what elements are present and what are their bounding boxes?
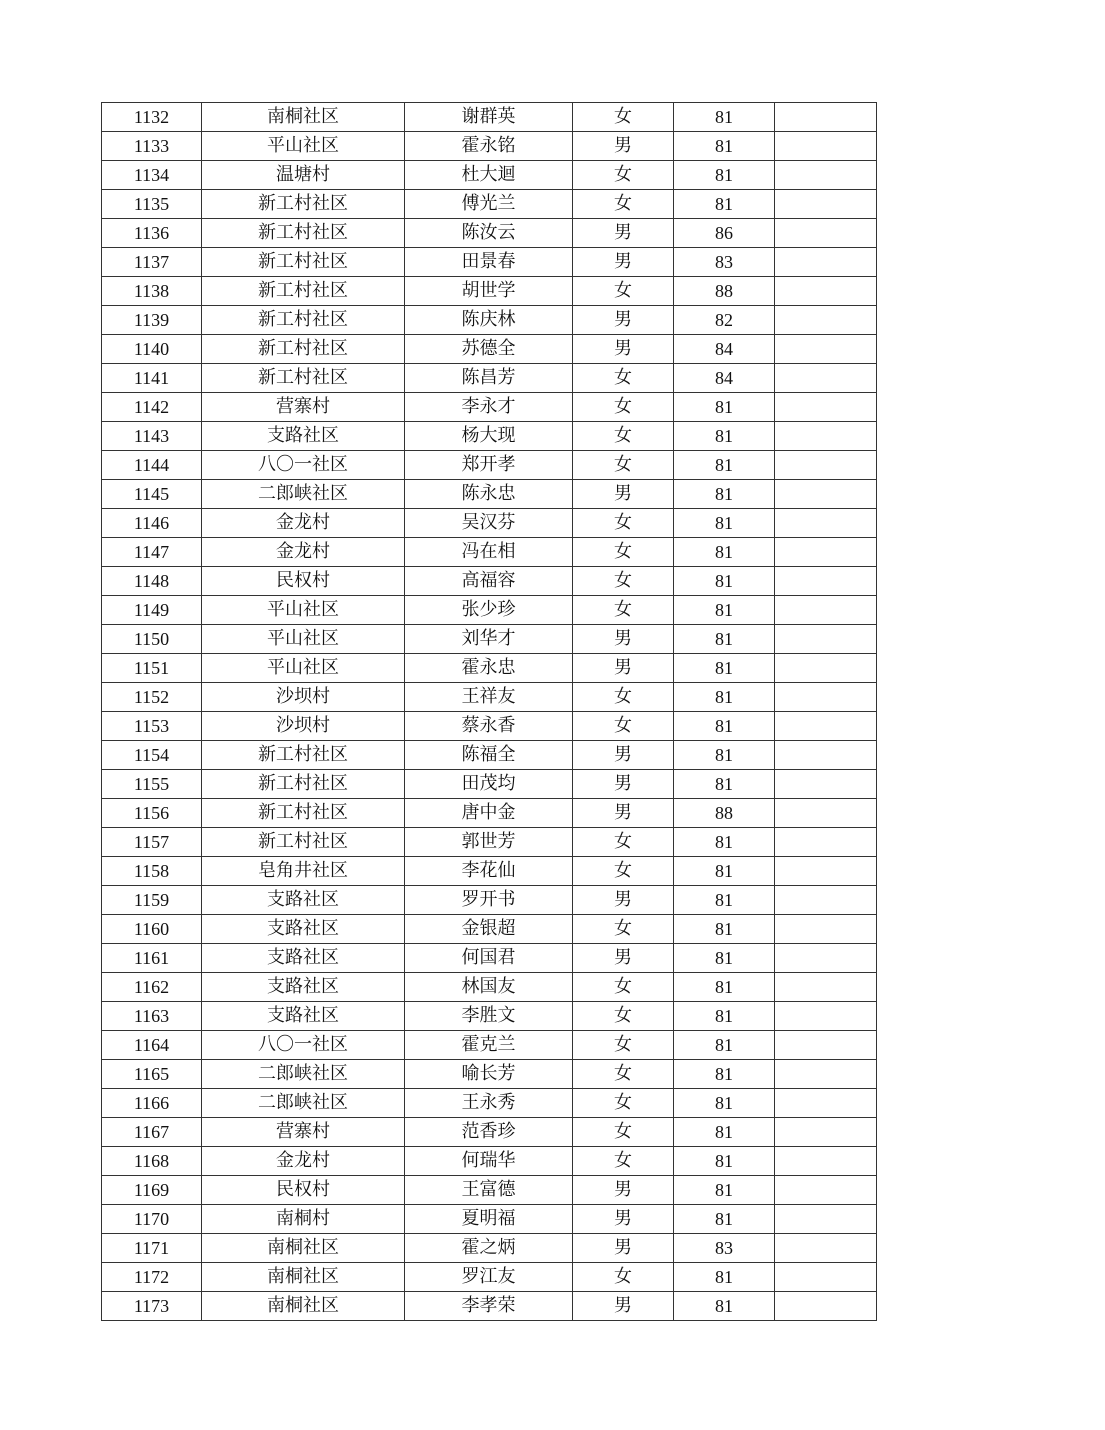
- person-name-cell: 陈昌芳: [405, 364, 573, 393]
- community-cell: 新工村社区: [202, 770, 405, 799]
- person-name-cell: 陈汝云: [405, 219, 573, 248]
- gender-cell: 女: [573, 1263, 674, 1292]
- serial-number-cell: 1151: [102, 654, 202, 683]
- note-cell: [775, 480, 877, 509]
- community-cell: 平山社区: [202, 625, 405, 654]
- table-row: [102, 1089, 877, 1118]
- age-cell: 88: [674, 799, 775, 828]
- community-cell: 支路社区: [202, 915, 405, 944]
- community-cell: 新工村社区: [202, 828, 405, 857]
- person-name-cell: 夏明福: [405, 1205, 573, 1234]
- age-cell: 81: [674, 915, 775, 944]
- gender-cell: 女: [573, 857, 674, 886]
- community-cell: 支路社区: [202, 886, 405, 915]
- table-row: [102, 1002, 877, 1031]
- note-cell: [775, 944, 877, 973]
- community-cell: 新工村社区: [202, 741, 405, 770]
- age-cell: 81: [674, 857, 775, 886]
- note-cell: [775, 1263, 877, 1292]
- gender-cell: 女: [573, 1002, 674, 1031]
- age-cell: 81: [674, 712, 775, 741]
- note-cell: [775, 828, 877, 857]
- person-name-cell: 喻长芳: [405, 1060, 573, 1089]
- serial-number-cell: 1162: [102, 973, 202, 1002]
- community-cell: 南桐村: [202, 1205, 405, 1234]
- community-cell: 八〇一社区: [202, 451, 405, 480]
- community-cell: 皂角井社区: [202, 857, 405, 886]
- serial-number-cell: 1146: [102, 509, 202, 538]
- person-name-cell: 高福容: [405, 567, 573, 596]
- note-cell: [775, 103, 877, 132]
- note-cell: [775, 770, 877, 799]
- serial-number-cell: 1137: [102, 248, 202, 277]
- table-row: [102, 1118, 877, 1147]
- community-cell: 支路社区: [202, 1002, 405, 1031]
- community-cell: 营寨村: [202, 393, 405, 422]
- serial-number-cell: 1133: [102, 132, 202, 161]
- age-cell: 81: [674, 190, 775, 219]
- community-cell: 新工村社区: [202, 364, 405, 393]
- serial-number-cell: 1145: [102, 480, 202, 509]
- serial-number-cell: 1169: [102, 1176, 202, 1205]
- table-row: [102, 509, 877, 538]
- serial-number-cell: 1149: [102, 596, 202, 625]
- person-name-cell: 田景春: [405, 248, 573, 277]
- gender-cell: 男: [573, 799, 674, 828]
- note-cell: [775, 1147, 877, 1176]
- table-row: [102, 654, 877, 683]
- age-cell: 81: [674, 509, 775, 538]
- table-row: [102, 335, 877, 364]
- person-name-cell: 杜大迴: [405, 161, 573, 190]
- person-name-cell: 霍之炳: [405, 1234, 573, 1263]
- community-cell: 平山社区: [202, 132, 405, 161]
- community-cell: 二郎峡社区: [202, 1089, 405, 1118]
- person-name-cell: 张少珍: [405, 596, 573, 625]
- table-row: [102, 219, 877, 248]
- age-cell: 83: [674, 248, 775, 277]
- community-cell: 沙坝村: [202, 683, 405, 712]
- age-cell: 81: [674, 886, 775, 915]
- gender-cell: 女: [573, 451, 674, 480]
- age-cell: 81: [674, 625, 775, 654]
- serial-number-cell: 1135: [102, 190, 202, 219]
- serial-number-cell: 1144: [102, 451, 202, 480]
- gender-cell: 男: [573, 625, 674, 654]
- note-cell: [775, 277, 877, 306]
- age-cell: 81: [674, 683, 775, 712]
- table-row: [102, 567, 877, 596]
- community-cell: 民权村: [202, 567, 405, 596]
- age-cell: 82: [674, 306, 775, 335]
- community-cell: 南桐社区: [202, 103, 405, 132]
- gender-cell: 女: [573, 277, 674, 306]
- table-row: [102, 277, 877, 306]
- serial-number-cell: 1132: [102, 103, 202, 132]
- person-name-cell: 王祥友: [405, 683, 573, 712]
- age-cell: 81: [674, 451, 775, 480]
- table-row: [102, 393, 877, 422]
- gender-cell: 女: [573, 422, 674, 451]
- age-cell: 81: [674, 132, 775, 161]
- community-cell: 民权村: [202, 1176, 405, 1205]
- gender-cell: 男: [573, 219, 674, 248]
- person-name-cell: 冯在相: [405, 538, 573, 567]
- table-row: [102, 538, 877, 567]
- note-cell: [775, 1031, 877, 1060]
- table-row: [102, 741, 877, 770]
- gender-cell: 女: [573, 1118, 674, 1147]
- age-cell: 81: [674, 770, 775, 799]
- gender-cell: 男: [573, 1176, 674, 1205]
- community-cell: 平山社区: [202, 596, 405, 625]
- gender-cell: 女: [573, 509, 674, 538]
- roster-table: [101, 102, 877, 1321]
- person-name-cell: 吴汉芬: [405, 509, 573, 538]
- gender-cell: 女: [573, 828, 674, 857]
- community-cell: 二郎峡社区: [202, 1060, 405, 1089]
- table-row: [102, 770, 877, 799]
- note-cell: [775, 422, 877, 451]
- person-name-cell: 霍克兰: [405, 1031, 573, 1060]
- note-cell: [775, 1060, 877, 1089]
- person-name-cell: 唐中金: [405, 799, 573, 828]
- note-cell: [775, 190, 877, 219]
- gender-cell: 女: [573, 1089, 674, 1118]
- gender-cell: 女: [573, 161, 674, 190]
- note-cell: [775, 219, 877, 248]
- table-row: [102, 480, 877, 509]
- table-row: [102, 161, 877, 190]
- person-name-cell: 霍永铭: [405, 132, 573, 161]
- person-name-cell: 陈永忠: [405, 480, 573, 509]
- gender-cell: 女: [573, 103, 674, 132]
- note-cell: [775, 654, 877, 683]
- community-cell: 金龙村: [202, 538, 405, 567]
- serial-number-cell: 1173: [102, 1292, 202, 1321]
- age-cell: 81: [674, 567, 775, 596]
- person-name-cell: 陈庆林: [405, 306, 573, 335]
- age-cell: 81: [674, 1176, 775, 1205]
- person-name-cell: 郭世芳: [405, 828, 573, 857]
- serial-number-cell: 1138: [102, 277, 202, 306]
- serial-number-cell: 1141: [102, 364, 202, 393]
- table-row: [102, 1060, 877, 1089]
- person-name-cell: 李永才: [405, 393, 573, 422]
- age-cell: 88: [674, 277, 775, 306]
- gender-cell: 女: [573, 1147, 674, 1176]
- person-name-cell: 谢群英: [405, 103, 573, 132]
- note-cell: [775, 567, 877, 596]
- table-row: [102, 944, 877, 973]
- gender-cell: 男: [573, 654, 674, 683]
- table-row: [102, 364, 877, 393]
- serial-number-cell: 1160: [102, 915, 202, 944]
- community-cell: 营寨村: [202, 1118, 405, 1147]
- table-row: [102, 1292, 877, 1321]
- person-name-cell: 刘华才: [405, 625, 573, 654]
- serial-number-cell: 1166: [102, 1089, 202, 1118]
- serial-number-cell: 1170: [102, 1205, 202, 1234]
- person-name-cell: 李花仙: [405, 857, 573, 886]
- note-cell: [775, 306, 877, 335]
- table-row: [102, 1205, 877, 1234]
- table-row: [102, 596, 877, 625]
- age-cell: 81: [674, 1205, 775, 1234]
- serial-number-cell: 1136: [102, 219, 202, 248]
- serial-number-cell: 1153: [102, 712, 202, 741]
- gender-cell: 男: [573, 741, 674, 770]
- serial-number-cell: 1172: [102, 1263, 202, 1292]
- serial-number-cell: 1142: [102, 393, 202, 422]
- note-cell: [775, 915, 877, 944]
- serial-number-cell: 1152: [102, 683, 202, 712]
- age-cell: 81: [674, 828, 775, 857]
- table-row: [102, 886, 877, 915]
- note-cell: [775, 538, 877, 567]
- age-cell: 81: [674, 422, 775, 451]
- community-cell: 新工村社区: [202, 306, 405, 335]
- community-cell: 金龙村: [202, 509, 405, 538]
- age-cell: 81: [674, 654, 775, 683]
- gender-cell: 女: [573, 596, 674, 625]
- table-row: [102, 103, 877, 132]
- table-row: [102, 625, 877, 654]
- gender-cell: 男: [573, 132, 674, 161]
- note-cell: [775, 509, 877, 538]
- gender-cell: 男: [573, 1292, 674, 1321]
- note-cell: [775, 161, 877, 190]
- person-name-cell: 杨大现: [405, 422, 573, 451]
- person-name-cell: 罗开书: [405, 886, 573, 915]
- person-name-cell: 霍永忠: [405, 654, 573, 683]
- age-cell: 81: [674, 596, 775, 625]
- community-cell: 新工村社区: [202, 277, 405, 306]
- note-cell: [775, 1292, 877, 1321]
- community-cell: 南桐社区: [202, 1292, 405, 1321]
- person-name-cell: 金银超: [405, 915, 573, 944]
- note-cell: [775, 132, 877, 161]
- note-cell: [775, 596, 877, 625]
- gender-cell: 女: [573, 538, 674, 567]
- community-cell: 二郎峡社区: [202, 480, 405, 509]
- note-cell: [775, 451, 877, 480]
- note-cell: [775, 1205, 877, 1234]
- table-row: [102, 132, 877, 161]
- table-row: [102, 422, 877, 451]
- gender-cell: 男: [573, 944, 674, 973]
- gender-cell: 女: [573, 567, 674, 596]
- age-cell: 81: [674, 1089, 775, 1118]
- table-row: [102, 248, 877, 277]
- age-cell: 81: [674, 1292, 775, 1321]
- community-cell: 新工村社区: [202, 248, 405, 277]
- gender-cell: 女: [573, 1031, 674, 1060]
- community-cell: 八〇一社区: [202, 1031, 405, 1060]
- person-name-cell: 苏德全: [405, 335, 573, 364]
- serial-number-cell: 1157: [102, 828, 202, 857]
- person-name-cell: 郑开孝: [405, 451, 573, 480]
- serial-number-cell: 1139: [102, 306, 202, 335]
- table-row: [102, 306, 877, 335]
- person-name-cell: 罗江友: [405, 1263, 573, 1292]
- note-cell: [775, 248, 877, 277]
- serial-number-cell: 1168: [102, 1147, 202, 1176]
- serial-number-cell: 1159: [102, 886, 202, 915]
- gender-cell: 男: [573, 480, 674, 509]
- note-cell: [775, 712, 877, 741]
- person-name-cell: 何国君: [405, 944, 573, 973]
- community-cell: 支路社区: [202, 422, 405, 451]
- table-row: [102, 1263, 877, 1292]
- age-cell: 83: [674, 1234, 775, 1263]
- serial-number-cell: 1158: [102, 857, 202, 886]
- roster-table-body: [102, 103, 877, 1321]
- community-cell: 新工村社区: [202, 799, 405, 828]
- age-cell: 84: [674, 335, 775, 364]
- table-row: [102, 799, 877, 828]
- community-cell: 温塘村: [202, 161, 405, 190]
- serial-number-cell: 1167: [102, 1118, 202, 1147]
- serial-number-cell: 1134: [102, 161, 202, 190]
- person-name-cell: 范香珍: [405, 1118, 573, 1147]
- age-cell: 81: [674, 1263, 775, 1292]
- serial-number-cell: 1148: [102, 567, 202, 596]
- table-row: [102, 857, 877, 886]
- serial-number-cell: 1154: [102, 741, 202, 770]
- gender-cell: 男: [573, 770, 674, 799]
- age-cell: 81: [674, 741, 775, 770]
- gender-cell: 女: [573, 190, 674, 219]
- community-cell: 新工村社区: [202, 335, 405, 364]
- age-cell: 81: [674, 973, 775, 1002]
- table-row: [102, 190, 877, 219]
- person-name-cell: 傅光兰: [405, 190, 573, 219]
- age-cell: 81: [674, 1147, 775, 1176]
- age-cell: 86: [674, 219, 775, 248]
- gender-cell: 女: [573, 712, 674, 741]
- table-row: [102, 915, 877, 944]
- community-cell: 支路社区: [202, 944, 405, 973]
- community-cell: 平山社区: [202, 654, 405, 683]
- note-cell: [775, 857, 877, 886]
- community-cell: 新工村社区: [202, 190, 405, 219]
- age-cell: 81: [674, 944, 775, 973]
- person-name-cell: 林国友: [405, 973, 573, 1002]
- serial-number-cell: 1140: [102, 335, 202, 364]
- age-cell: 81: [674, 1060, 775, 1089]
- serial-number-cell: 1171: [102, 1234, 202, 1263]
- age-cell: 81: [674, 1118, 775, 1147]
- serial-number-cell: 1155: [102, 770, 202, 799]
- note-cell: [775, 886, 877, 915]
- gender-cell: 女: [573, 393, 674, 422]
- age-cell: 81: [674, 538, 775, 567]
- age-cell: 81: [674, 480, 775, 509]
- gender-cell: 男: [573, 1205, 674, 1234]
- table-row: [102, 1176, 877, 1205]
- gender-cell: 女: [573, 973, 674, 1002]
- community-cell: 新工村社区: [202, 219, 405, 248]
- note-cell: [775, 625, 877, 654]
- person-name-cell: 王永秀: [405, 1089, 573, 1118]
- gender-cell: 男: [573, 1234, 674, 1263]
- table-row: [102, 683, 877, 712]
- table-row: [102, 973, 877, 1002]
- gender-cell: 女: [573, 915, 674, 944]
- serial-number-cell: 1165: [102, 1060, 202, 1089]
- note-cell: [775, 335, 877, 364]
- note-cell: [775, 1234, 877, 1263]
- serial-number-cell: 1164: [102, 1031, 202, 1060]
- note-cell: [775, 1002, 877, 1031]
- age-cell: 81: [674, 161, 775, 190]
- community-cell: 支路社区: [202, 973, 405, 1002]
- age-cell: 84: [674, 364, 775, 393]
- person-name-cell: 蔡永香: [405, 712, 573, 741]
- gender-cell: 男: [573, 248, 674, 277]
- table-row: [102, 712, 877, 741]
- person-name-cell: 田茂均: [405, 770, 573, 799]
- note-cell: [775, 393, 877, 422]
- age-cell: 81: [674, 1002, 775, 1031]
- community-cell: 沙坝村: [202, 712, 405, 741]
- serial-number-cell: 1156: [102, 799, 202, 828]
- community-cell: 南桐社区: [202, 1234, 405, 1263]
- person-name-cell: 王富德: [405, 1176, 573, 1205]
- serial-number-cell: 1163: [102, 1002, 202, 1031]
- community-cell: 金龙村: [202, 1147, 405, 1176]
- note-cell: [775, 1089, 877, 1118]
- note-cell: [775, 683, 877, 712]
- serial-number-cell: 1150: [102, 625, 202, 654]
- gender-cell: 男: [573, 886, 674, 915]
- community-cell: 南桐社区: [202, 1263, 405, 1292]
- gender-cell: 男: [573, 335, 674, 364]
- age-cell: 81: [674, 1031, 775, 1060]
- person-name-cell: 陈福全: [405, 741, 573, 770]
- person-name-cell: 胡世学: [405, 277, 573, 306]
- person-name-cell: 李孝荣: [405, 1292, 573, 1321]
- table-row: [102, 1147, 877, 1176]
- serial-number-cell: 1161: [102, 944, 202, 973]
- person-name-cell: 李胜文: [405, 1002, 573, 1031]
- note-cell: [775, 741, 877, 770]
- serial-number-cell: 1147: [102, 538, 202, 567]
- gender-cell: 男: [573, 306, 674, 335]
- age-cell: 81: [674, 103, 775, 132]
- table-row: [102, 1234, 877, 1263]
- note-cell: [775, 364, 877, 393]
- note-cell: [775, 973, 877, 1002]
- person-name-cell: 何瑞华: [405, 1147, 573, 1176]
- table-row: [102, 828, 877, 857]
- table-row: [102, 1031, 877, 1060]
- note-cell: [775, 799, 877, 828]
- age-cell: 81: [674, 393, 775, 422]
- gender-cell: 女: [573, 683, 674, 712]
- serial-number-cell: 1143: [102, 422, 202, 451]
- note-cell: [775, 1176, 877, 1205]
- gender-cell: 女: [573, 364, 674, 393]
- table-row: [102, 451, 877, 480]
- note-cell: [775, 1118, 877, 1147]
- gender-cell: 女: [573, 1060, 674, 1089]
